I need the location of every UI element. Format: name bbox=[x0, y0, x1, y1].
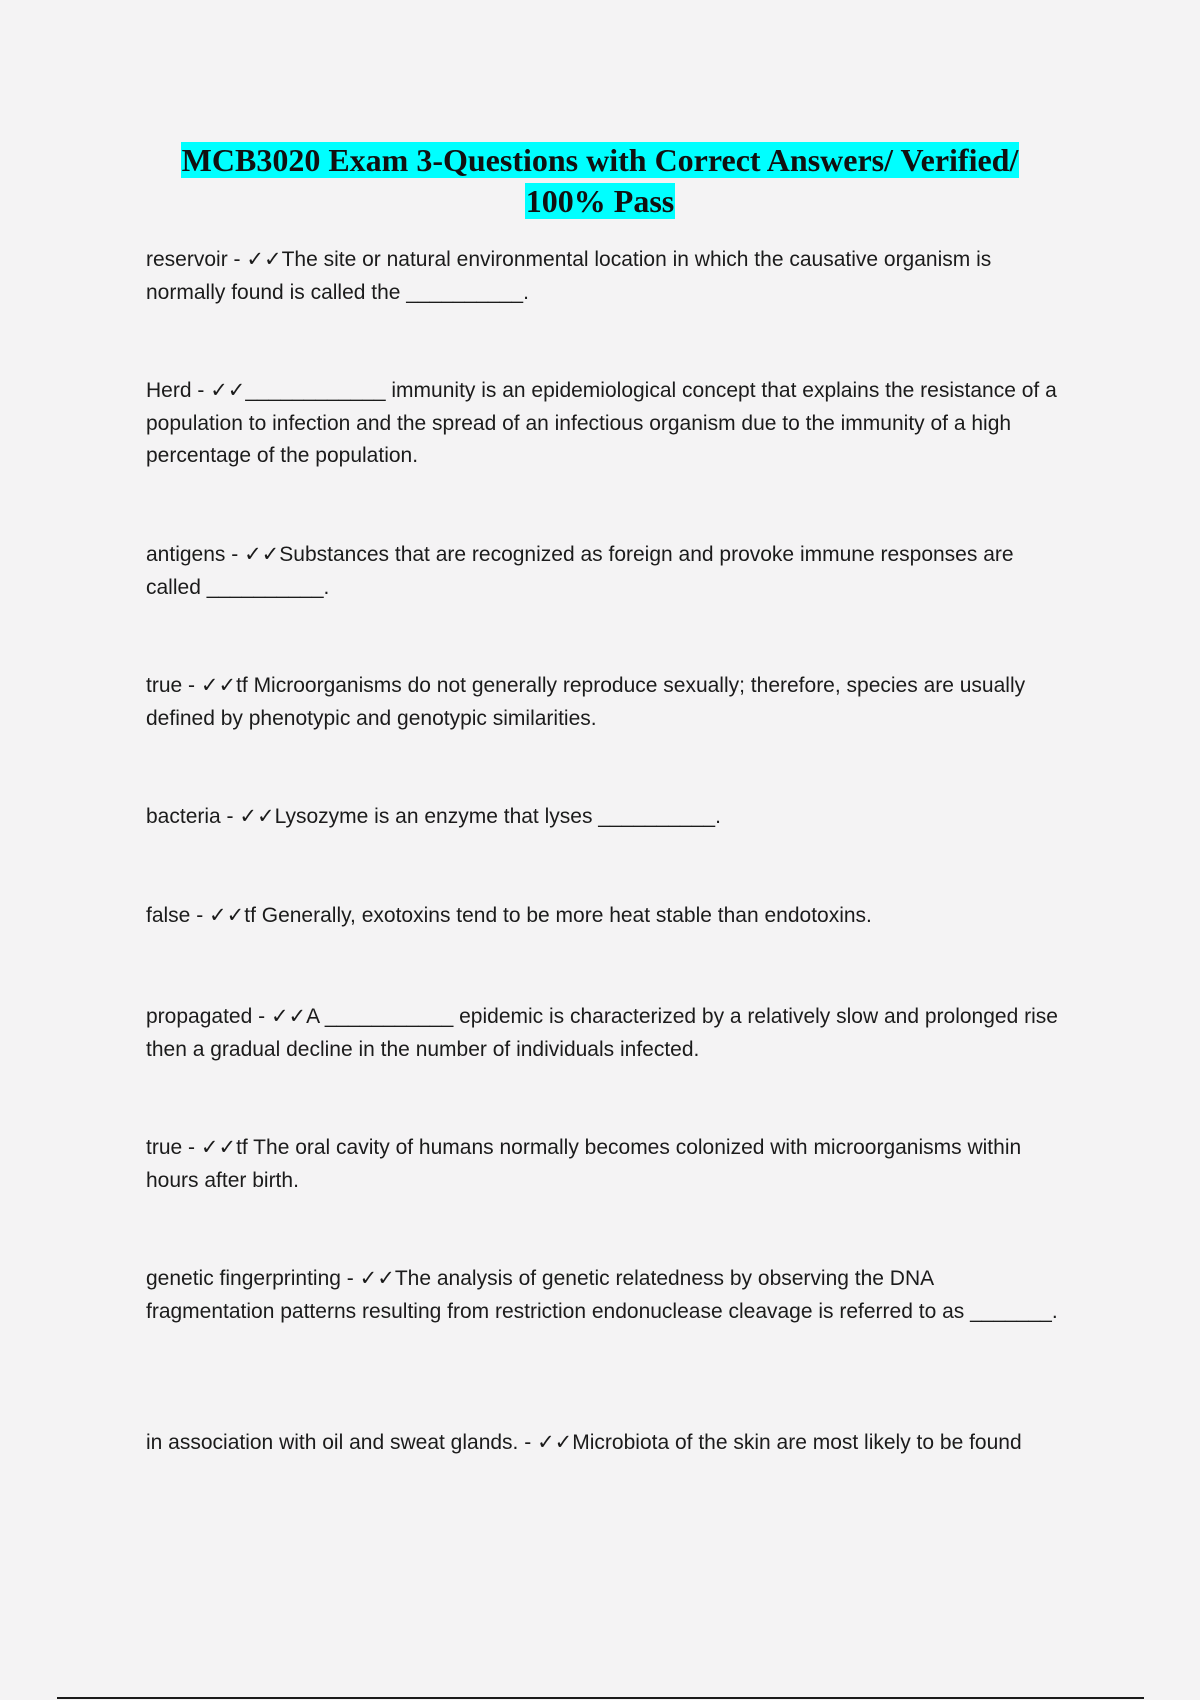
qa-answer: bacteria bbox=[146, 805, 221, 828]
qa-separator: - bbox=[220, 805, 240, 828]
double-check-icon: ✓✓ bbox=[270, 1005, 307, 1028]
qa-question: tf The oral cavity of humans normally becomes colonized with microorganisms within hours after birth. bbox=[146, 1136, 1022, 1192]
qa-separator: - bbox=[225, 543, 245, 566]
double-check-icon: ✓✓ bbox=[239, 805, 275, 828]
title-line-1: MCB3020 Exam 3-Questions with Correct Answers/ Verified/ bbox=[181, 142, 1019, 178]
double-check-icon: ✓✓ bbox=[210, 379, 246, 402]
qa-question: A ___________ epidemic is characterized by a relatively slow and prolonged rise then a gradual decline in the number of individuals infected. bbox=[146, 1005, 1058, 1061]
qa-item-3 bbox=[146, 539, 1066, 604]
qa-item-6 bbox=[146, 900, 1066, 933]
double-check-icon: ✓✓ bbox=[537, 1431, 573, 1454]
qa-answer: antigens bbox=[146, 543, 226, 566]
double-check-icon: ✓✓ bbox=[246, 248, 282, 271]
qa-question: tf Microorganisms do not generally reproduce sexually; therefore, species are usually defined by phenotypic and genotypic similarities. bbox=[146, 674, 1026, 730]
qa-answer: false bbox=[146, 904, 191, 927]
qa-separator: - bbox=[182, 1136, 201, 1159]
qa-item-9 bbox=[146, 1263, 1066, 1328]
qa-item-7 bbox=[146, 1001, 1066, 1066]
double-check-icon: ✓✓ bbox=[359, 1267, 395, 1290]
double-check-icon: ✓✓ bbox=[200, 674, 237, 697]
qa-item-2 bbox=[146, 375, 1066, 473]
qa-answer: true bbox=[146, 1136, 183, 1159]
qa-answer: reservoir bbox=[146, 248, 228, 271]
qa-separator: - bbox=[190, 904, 210, 927]
qa-answer: true bbox=[146, 674, 183, 697]
qa-separator: - bbox=[182, 674, 201, 697]
qa-answer: propagated bbox=[146, 1005, 253, 1028]
qa-item-8 bbox=[146, 1132, 1066, 1197]
title-line-2: 100% Pass bbox=[525, 183, 675, 219]
double-check-icon: ✓✓ bbox=[209, 904, 245, 927]
qa-answer: Herd bbox=[146, 379, 192, 402]
qa-question: Substances that are recognized as foreign and provoke immune responses are called __________. bbox=[146, 543, 1014, 599]
qa-question: The site or natural environmental location in which the causative organism is normally found is called the __________. bbox=[146, 248, 992, 304]
page-bottom-divider bbox=[57, 1697, 1144, 1699]
qa-question: tf Generally, exotoxins tend to be more heat stable than endotoxins. bbox=[244, 904, 872, 927]
qa-separator: - bbox=[340, 1267, 360, 1290]
qa-question: The analysis of genetic relatedness by observing the DNA fragmentation patterns resulting from restriction endonuclease cleavage is referred to as _______. bbox=[146, 1267, 1058, 1323]
double-check-icon: ✓✓ bbox=[200, 1136, 237, 1159]
qa-answer: genetic fingerprinting bbox=[146, 1267, 341, 1290]
qa-question: Microbiota of the skin are most likely to be found bbox=[572, 1431, 1022, 1454]
document-title bbox=[0, 140, 1200, 222]
qa-item-5 bbox=[146, 801, 1066, 834]
qa-answer: in association with oil and sweat glands. bbox=[146, 1431, 519, 1454]
qa-item-10 bbox=[146, 1427, 1066, 1460]
qa-item-4 bbox=[146, 670, 1066, 735]
qa-separator: - bbox=[191, 379, 211, 402]
qa-item-1 bbox=[146, 244, 1066, 309]
qa-separator: - bbox=[252, 1005, 271, 1028]
qa-separator: - bbox=[518, 1431, 538, 1454]
qa-question: Lysozyme is an enzyme that lyses __________. bbox=[274, 805, 721, 828]
qa-separator: - bbox=[227, 248, 247, 271]
double-check-icon: ✓✓ bbox=[244, 543, 280, 566]
qa-question: ____________ immunity is an epidemiological concept that explains the resistance of a population to infection and the spread of an infectious organism due to the immunity of a high percentage of the population. bbox=[146, 379, 1057, 467]
